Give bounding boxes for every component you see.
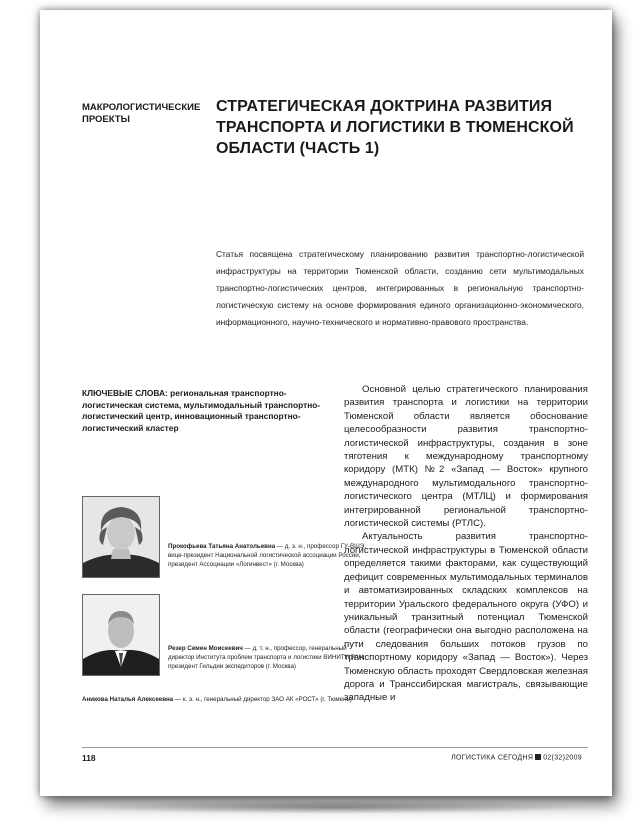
page-drop-shadow: [80, 800, 590, 814]
author-name-3: Аникова Наталья Алексеевна: [82, 696, 174, 703]
author-details-2: — д. т. н., профессор, генеральный директор Института проблем транспорта и логистики ВИНИТИ РАН, президент Гильдии экспедиторов (г. Москва): [168, 645, 365, 670]
square-bullet-icon: [535, 754, 541, 760]
journal-name: ЛОГИСТИКА СЕГОДНЯ: [451, 754, 534, 762]
body-paragraph-1: Основной целью стратегического планирования развития транспорта и логистики на территории Тюменской области является обоснование целесообразности развития транспортно-логистической инфраструктуры, создания в зоне тяготения к международному транспортному коридору (МТК) №2 «Запад — Восток» крупного международного мультимодального транспортно-логистического центра (МТЛЦ) и формирования интегрированной региональной транспортно-логистической системы (РТЛС).: [344, 384, 588, 530]
author-details-1: — д. э. н., профессор ГУ-ВШЭ, вице-президент Национальной логистической ассоциации России, президент Ассоциации «Логинвест» (г. Москва): [168, 543, 366, 568]
page-number: 118: [82, 753, 96, 763]
journal-info: [451, 754, 582, 762]
article-title: СТРАТЕГИЧЕСКАЯ ДОКТРИНА РАЗВИТИЯ ТРАНСПОРТА И ЛОГИСТИКИ В ТЮМЕНСКОЙ ОБЛАСТИ (ЧАСТЬ 1): [216, 98, 574, 157]
journal-issue: 02(32)2009: [543, 754, 582, 762]
author-photo-prokofieva: [82, 496, 160, 578]
keywords-text: региональная транспортно-логистическая система, мультимодальный транспортно-логистический центр, инновационный транспортно-логистический кластер: [82, 388, 321, 433]
section-label: МАКРОЛОГИСТИЧЕСКИЕ ПРОЕКТЫ: [82, 102, 201, 125]
author-name-1: Прокофьева Татьяна Анатольевна: [168, 543, 276, 550]
author-name-2: Резер Семен Моисеевич: [168, 645, 243, 652]
keywords-label: КЛЮЧЕВЫЕ СЛОВА:: [82, 388, 168, 398]
keywords-block: [82, 388, 332, 434]
author-photo-rezer: [82, 594, 160, 676]
article-body: [344, 383, 588, 705]
author-details-3: — к. э. н., генеральный директор ЗАО АК «РОСТ» (г. Тюмень): [174, 696, 352, 703]
author-info-1: [168, 542, 368, 569]
article-page: [40, 10, 612, 796]
author-info-2: [168, 644, 368, 671]
author-info-3: [82, 695, 352, 704]
footer-divider: [82, 747, 588, 748]
article-abstract: Статья посвящена стратегическому планированию развития транспортно-логистической инфраструктуры на территории Тюменской области, созданию сети мультимодальных транспортно-логистических центров, интегрированных в региональную транспортно-логистическую систему на основе формирования единого организационно-экономического, информационного, научно-технического и нормативно-правового пространства.: [216, 249, 584, 327]
body-paragraph-2: Актуальность развития транспортно-логистической инфраструктуры в Тюменской области определяется такими факторами, как существующий дефицит современных мультимодальных терминалов и автоматизированных складских комплексов на территории Уральского федерального округа (УФО) и уникальный транзитный потенциал Тюменской области (географически она выгодно расположена на пути следования больших потоков грузов по транспортному коридору «Запад — Восток»). Через Тюменскую область проходят Свердловская железная дорога и Транссибирская магистраль, связывающие западные и: [344, 531, 588, 704]
